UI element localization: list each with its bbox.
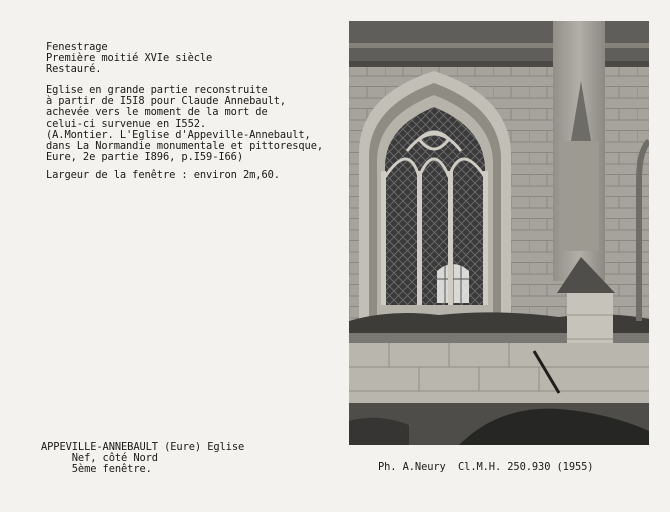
header-line-2: Première moitié XVIe siècle	[46, 52, 213, 65]
description-text	[46, 85, 323, 163]
description-line-7: Eure, 2e partie I896, p.I59-I66)	[46, 151, 243, 164]
header-text	[46, 42, 212, 76]
window-width-text: Largeur de la fenêtre : environ 2m,60.	[46, 169, 280, 181]
description-line-3: achevée vers le moment de la mort de	[46, 106, 268, 119]
description-line-6: dans La Normandie monumentale et pittoresque,	[46, 140, 324, 153]
caption-line-1: APPEVILLE-ANNEBAULT (Eure) Eglise	[41, 441, 245, 453]
description-line-1: Eglise en grande partie reconstruite	[46, 84, 268, 96]
caption-text	[41, 442, 244, 476]
description-line-4: celui-ci survenue en I552.	[46, 117, 207, 130]
description-line-2: à partir de I5I8 pour Claude Annebault,	[46, 95, 287, 108]
caption-line-2: Nef, côté Nord	[41, 452, 158, 465]
caption-line-3: 5ème fenêtre.	[41, 463, 152, 476]
gothic-window-illustration	[349, 21, 649, 445]
description-line-5: (A.Montier. L'Eglise d'Appeville-Annebault,	[46, 128, 311, 141]
photo-credit: Ph. A.Neury Cl.M.H. 250.930 (1955)	[378, 461, 594, 473]
header-line-3: Restauré.	[46, 63, 102, 76]
window-photograph	[349, 21, 649, 445]
header-line-1: Fenestrage	[46, 41, 108, 53]
